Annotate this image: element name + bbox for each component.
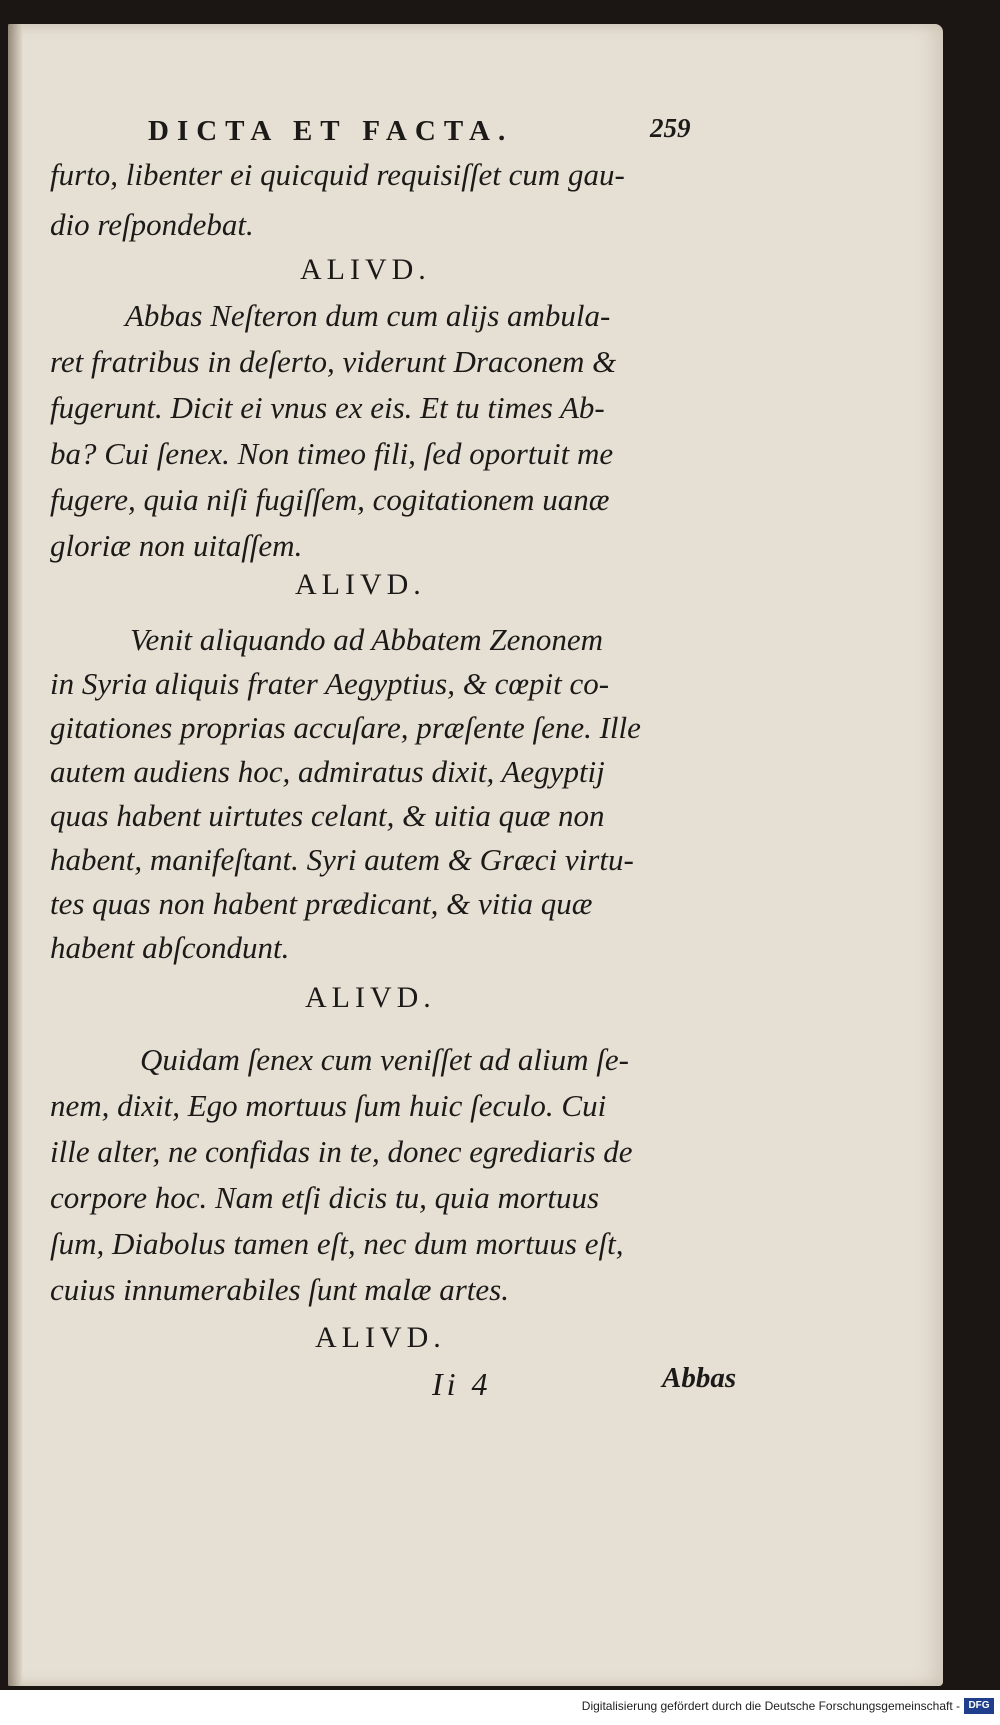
text-line: corpore hoc. Nam etſi dicis tu, quia mortuus [50, 1180, 600, 1215]
text-line: ſum, Diabolus tamen eſt, nec dum mortuus eſt, [50, 1226, 624, 1261]
page-gutter [8, 24, 22, 1686]
text-line: Abbas Neſteron dum cum alijs ambula- [125, 298, 611, 333]
text-line: fugerunt. Dicit ei vnus ex eis. Et tu times Ab- [50, 390, 605, 425]
text-line: quas habent uirtutes celant, & uitia quæ non [50, 798, 605, 833]
text-line: in Syria aliquis frater Aegyptius, & cœpit co- [50, 666, 610, 701]
text-line: gitationes proprias accuſare, præſente ſene. Ille [50, 710, 641, 745]
text-line: gloriæ non uitaſſem. [50, 528, 303, 563]
section-heading: ALIVD. [300, 253, 431, 286]
digitization-footer [0, 1690, 1000, 1725]
text-line: autem audiens hoc, admiratus dixit, Aegyptij [50, 754, 605, 789]
section-heading: ALIVD. [315, 1321, 446, 1354]
text-line: nem, dixit, Ego mortuus ſum huic ſeculo. Cui [50, 1088, 607, 1123]
catchword: Abbas [662, 1362, 737, 1394]
signature-mark: Ii 4 [432, 1366, 492, 1402]
text-line: dio reſpondebat. [50, 207, 254, 242]
text-line: Venit aliquando ad Abbatem Zenonem [130, 622, 603, 657]
section-heading: ALIVD. [295, 568, 426, 601]
footer-credit: Digitalisierung gefördert durch die Deutsche Forschungsgemeinschaft - [581, 1699, 960, 1713]
text-line: ille alter, ne confidas in te, donec egrediaris de [50, 1134, 633, 1169]
text-line: Quidam ſenex cum veniſſet ad alium ſe- [140, 1042, 629, 1077]
text-line: cuius innumerabiles ſunt malæ artes. [50, 1272, 509, 1307]
text-line: ret fratribus in deſerto, viderunt Draconem & [50, 344, 617, 379]
page-number: 259 [650, 113, 691, 143]
text-line: tes quas non habent prædicant, & vitia quæ [50, 886, 593, 921]
text-line: habent abſcondunt. [50, 930, 290, 965]
text-line: furto, libenter ei quicquid requisiſſet cum gau- [50, 157, 625, 192]
text-line: habent, manifeſtant. Syri autem & Græci virtu- [50, 842, 634, 877]
text-line: ba? Cui ſenex. Non timeo fili, ſed oportuit me [50, 436, 614, 471]
text-line: fugere, quia niſi fugiſſem, cogitationem uanæ [50, 482, 610, 517]
section-heading: ALIVD. [305, 981, 436, 1014]
dfg-logo-icon: DFG [964, 1698, 994, 1714]
running-header: DICTA ET FACTA. [148, 115, 514, 147]
